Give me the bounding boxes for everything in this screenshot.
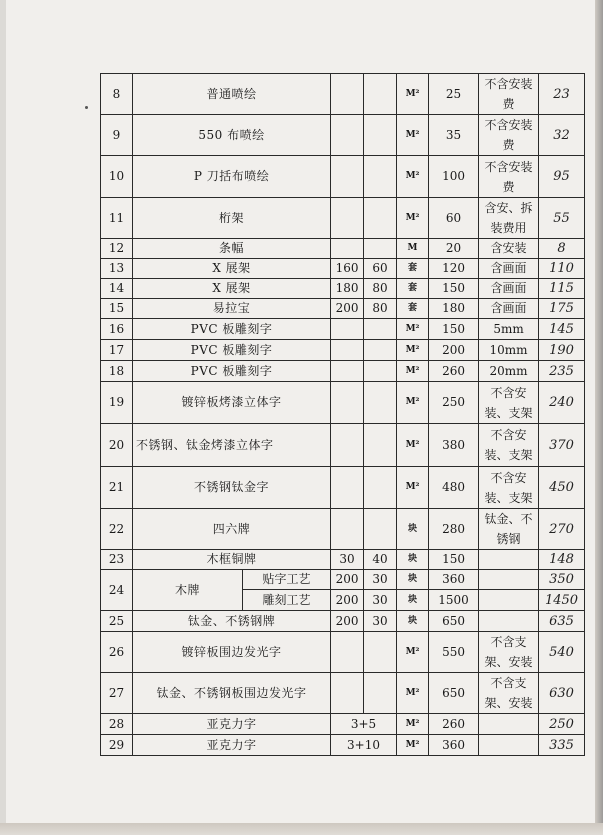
handwritten-price: 630 <box>539 673 585 714</box>
unit-cell: 块 <box>397 611 429 632</box>
unit-cell: M² <box>397 198 429 239</box>
height-cell <box>364 74 397 115</box>
row-number: 24 <box>101 570 133 611</box>
width-cell: 200 <box>331 590 364 611</box>
price-cell: 260 <box>429 361 479 382</box>
row-number: 20 <box>101 424 133 467</box>
unit-cell: M <box>397 239 429 259</box>
row-number: 19 <box>101 382 133 424</box>
item-name: 镀锌板围边发光字 <box>133 632 331 673</box>
height-cell <box>364 424 397 467</box>
price-cell: 360 <box>429 735 479 756</box>
row-number: 29 <box>101 735 133 756</box>
height-cell: 30 <box>364 570 397 590</box>
unit-cell: 块 <box>397 550 429 570</box>
table-row <box>101 239 585 259</box>
unit-cell: M² <box>397 74 429 115</box>
price-cell: 1500 <box>429 590 479 611</box>
item-name: PVC 板雕刻字 <box>133 340 331 361</box>
item-name: 条幅 <box>133 239 331 259</box>
unit-cell: 块 <box>397 570 429 590</box>
price-cell: 150 <box>429 279 479 299</box>
width-cell <box>331 467 364 509</box>
handwritten-price: 115 <box>539 279 585 299</box>
note-cell <box>479 611 539 632</box>
height-cell <box>364 340 397 361</box>
note-cell: 不含支架、安装 <box>479 673 539 714</box>
unit-cell: M² <box>397 673 429 714</box>
table-row <box>101 279 585 299</box>
row-number: 22 <box>101 509 133 550</box>
note-cell: 不含安装费 <box>479 74 539 115</box>
row-number: 27 <box>101 673 133 714</box>
table-row <box>101 509 585 550</box>
price-cell: 650 <box>429 611 479 632</box>
note-cell: 不含安装、支架 <box>479 467 539 509</box>
item-name: PVC 板雕刻字 <box>133 319 331 340</box>
unit-cell: M² <box>397 115 429 156</box>
price-cell: 380 <box>429 424 479 467</box>
width-cell <box>331 115 364 156</box>
width-cell <box>331 673 364 714</box>
price-cell: 20 <box>429 239 479 259</box>
handwritten-price: 32 <box>539 115 585 156</box>
table-row <box>101 632 585 673</box>
note-cell <box>479 735 539 756</box>
handwritten-price: 1450 <box>539 590 585 611</box>
table-row <box>101 299 585 319</box>
table-row <box>101 156 585 198</box>
item-name: 桁架 <box>133 198 331 239</box>
handwritten-price: 635 <box>539 611 585 632</box>
item-name: 亚克力字 <box>133 714 331 735</box>
handwritten-price: 95 <box>539 156 585 198</box>
note-cell: 含画面 <box>479 279 539 299</box>
unit-cell: M² <box>397 632 429 673</box>
note-cell: 20mm <box>479 361 539 382</box>
table-row <box>101 714 585 735</box>
unit-cell: M² <box>397 735 429 756</box>
item-name: 易拉宝 <box>133 299 331 319</box>
handwritten-price: 175 <box>539 299 585 319</box>
row-number: 16 <box>101 319 133 340</box>
handwritten-price: 110 <box>539 259 585 279</box>
row-number: 8 <box>101 74 133 115</box>
row-number: 12 <box>101 239 133 259</box>
page-edge <box>595 0 603 835</box>
height-cell <box>364 115 397 156</box>
height-cell <box>364 467 397 509</box>
row-number: 13 <box>101 259 133 279</box>
width-cell <box>331 361 364 382</box>
handwritten-price: 148 <box>539 550 585 570</box>
width-cell: 160 <box>331 259 364 279</box>
row-number: 23 <box>101 550 133 570</box>
handwritten-price: 335 <box>539 735 585 756</box>
unit-cell: 块 <box>397 590 429 611</box>
table-row <box>101 611 585 632</box>
width-cell <box>331 340 364 361</box>
note-cell: 不含安装费 <box>479 156 539 198</box>
handwritten-price: 370 <box>539 424 585 467</box>
width-cell: 30 <box>331 550 364 570</box>
item-name: 木牌 <box>133 570 243 611</box>
price-cell: 200 <box>429 340 479 361</box>
note-cell <box>479 714 539 735</box>
note-cell: 5mm <box>479 319 539 340</box>
handwritten-price: 250 <box>539 714 585 735</box>
table-row <box>101 115 585 156</box>
item-name: 550 布喷绘 <box>133 115 331 156</box>
item-name: 不锈钢、钛金烤漆立体字 <box>133 424 331 467</box>
table-row <box>101 340 585 361</box>
item-name: 普通喷绘 <box>133 74 331 115</box>
note-cell: 不含安装费 <box>479 115 539 156</box>
row-number: 11 <box>101 198 133 239</box>
table-row <box>101 319 585 340</box>
unit-cell: M² <box>397 467 429 509</box>
price-cell: 180 <box>429 299 479 319</box>
width-cell <box>331 382 364 424</box>
note-cell <box>479 570 539 590</box>
width-cell: 180 <box>331 279 364 299</box>
height-cell <box>364 198 397 239</box>
unit-cell: 套 <box>397 299 429 319</box>
table-row <box>101 424 585 467</box>
table-row <box>101 198 585 239</box>
height-cell <box>364 361 397 382</box>
item-name: 不锈钢钛金字 <box>133 467 331 509</box>
item-name: 钛金、不锈钢板围边发光字 <box>133 673 331 714</box>
handwritten-price: 350 <box>539 570 585 590</box>
height-cell: 40 <box>364 550 397 570</box>
row-number: 18 <box>101 361 133 382</box>
ink-dot <box>85 106 88 109</box>
width-cell <box>331 509 364 550</box>
width-cell <box>331 319 364 340</box>
table-row <box>101 382 585 424</box>
height-cell <box>364 509 397 550</box>
item-name: X 展架 <box>133 259 331 279</box>
note-cell: 钛金、不锈钢 <box>479 509 539 550</box>
handwritten-price: 55 <box>539 198 585 239</box>
note-cell: 含画面 <box>479 259 539 279</box>
row-number: 21 <box>101 467 133 509</box>
thickness-cell: 3+5 <box>331 714 397 735</box>
price-cell: 250 <box>429 382 479 424</box>
height-cell <box>364 319 397 340</box>
unit-cell: M² <box>397 319 429 340</box>
note-cell: 不含安装、支架 <box>479 382 539 424</box>
unit-cell: 套 <box>397 279 429 299</box>
item-name: X 展架 <box>133 279 331 299</box>
unit-cell: 套 <box>397 259 429 279</box>
width-cell: 200 <box>331 611 364 632</box>
table-row <box>101 74 585 115</box>
unit-cell: M² <box>397 424 429 467</box>
row-number: 15 <box>101 299 133 319</box>
height-cell: 80 <box>364 279 397 299</box>
height-cell <box>364 673 397 714</box>
item-name: P 刀括布喷绘 <box>133 156 331 198</box>
width-cell <box>331 198 364 239</box>
price-cell: 650 <box>429 673 479 714</box>
price-cell: 150 <box>429 319 479 340</box>
width-cell <box>331 239 364 259</box>
height-cell: 30 <box>364 611 397 632</box>
note-cell: 不含安装、支架 <box>479 424 539 467</box>
handwritten-price: 235 <box>539 361 585 382</box>
note-cell <box>479 550 539 570</box>
item-name: 木框铜牌 <box>133 550 331 570</box>
price-cell: 120 <box>429 259 479 279</box>
handwritten-price: 450 <box>539 467 585 509</box>
unit-cell: 块 <box>397 509 429 550</box>
price-cell: 35 <box>429 115 479 156</box>
row-number: 25 <box>101 611 133 632</box>
handwritten-price: 23 <box>539 74 585 115</box>
unit-cell: M² <box>397 361 429 382</box>
height-cell: 80 <box>364 299 397 319</box>
page-edge-bottom <box>0 823 603 835</box>
handwritten-price: 270 <box>539 509 585 550</box>
price-cell: 280 <box>429 509 479 550</box>
height-cell <box>364 632 397 673</box>
craft-cell: 雕刻工艺 <box>243 590 331 611</box>
unit-cell: M² <box>397 382 429 424</box>
item-name: 四六牌 <box>133 509 331 550</box>
price-cell: 60 <box>429 198 479 239</box>
note-cell <box>479 590 539 611</box>
table-row <box>101 735 585 756</box>
height-cell <box>364 239 397 259</box>
width-cell: 200 <box>331 570 364 590</box>
table-row <box>101 259 585 279</box>
unit-cell: M² <box>397 156 429 198</box>
note-cell: 含安装 <box>479 239 539 259</box>
note-cell: 不含支架、安装 <box>479 632 539 673</box>
note-cell: 含安、拆装费用 <box>479 198 539 239</box>
price-cell: 150 <box>429 550 479 570</box>
table-row <box>101 361 585 382</box>
width-cell <box>331 156 364 198</box>
price-cell: 360 <box>429 570 479 590</box>
table-row <box>101 550 585 570</box>
note-cell: 10mm <box>479 340 539 361</box>
handwritten-price: 190 <box>539 340 585 361</box>
height-cell: 60 <box>364 259 397 279</box>
price-cell: 260 <box>429 714 479 735</box>
handwritten-price: 145 <box>539 319 585 340</box>
item-name: 钛金、不锈钢牌 <box>133 611 331 632</box>
height-cell <box>364 382 397 424</box>
item-name: 镀锌板烤漆立体字 <box>133 382 331 424</box>
height-cell: 30 <box>364 590 397 611</box>
craft-cell: 贴字工艺 <box>243 570 331 590</box>
price-table <box>100 73 585 756</box>
price-cell: 25 <box>429 74 479 115</box>
price-cell: 550 <box>429 632 479 673</box>
unit-cell: M² <box>397 340 429 361</box>
width-cell: 200 <box>331 299 364 319</box>
row-number: 17 <box>101 340 133 361</box>
handwritten-price: 8 <box>539 239 585 259</box>
row-number: 14 <box>101 279 133 299</box>
handwritten-price: 540 <box>539 632 585 673</box>
table-row <box>101 467 585 509</box>
table-row <box>101 570 585 590</box>
row-number: 28 <box>101 714 133 735</box>
thickness-cell: 3+10 <box>331 735 397 756</box>
width-cell <box>331 632 364 673</box>
row-number: 9 <box>101 115 133 156</box>
handwritten-price: 240 <box>539 382 585 424</box>
price-cell: 480 <box>429 467 479 509</box>
height-cell <box>364 156 397 198</box>
price-cell: 100 <box>429 156 479 198</box>
item-name: 亚克力字 <box>133 735 331 756</box>
item-name: PVC 板雕刻字 <box>133 361 331 382</box>
table-row <box>101 673 585 714</box>
row-number: 26 <box>101 632 133 673</box>
row-number: 10 <box>101 156 133 198</box>
unit-cell: M² <box>397 714 429 735</box>
width-cell <box>331 74 364 115</box>
note-cell: 含画面 <box>479 299 539 319</box>
width-cell <box>331 424 364 467</box>
